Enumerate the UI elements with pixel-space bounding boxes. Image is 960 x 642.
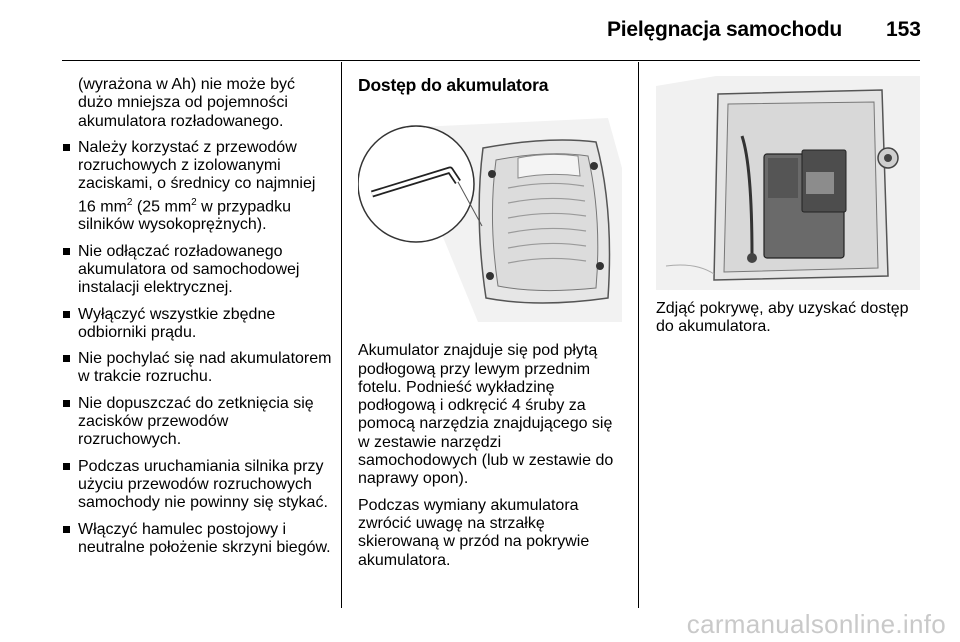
bullet-list xyxy=(62,139,334,557)
superscript: 2 xyxy=(191,196,197,208)
bullet-square-icon xyxy=(63,463,70,470)
bullet-item xyxy=(62,350,334,387)
bullet-text: Wyłączyć wszystkie zbędne odbiorniki prądu. xyxy=(78,305,276,341)
page-number: 153 xyxy=(885,18,921,41)
paragraph: Podczas wymiany akumulatora zwrócić uwagę na strzałkę skierowaną w przód na pokrywie akumulatora. xyxy=(358,496,590,569)
bullet-item xyxy=(62,306,334,343)
bullet-square-icon xyxy=(63,144,70,151)
bullet-text-cont: (25 mm xyxy=(132,198,192,216)
bullet-square-icon xyxy=(63,400,70,407)
chapter-title: Pielęgnacja samochodu xyxy=(606,18,842,41)
figure-spacer xyxy=(656,76,918,300)
figure-caption: Zdjąć pokrywę, aby uzyskać dostęp do akumulatora. xyxy=(656,300,909,336)
header-rule xyxy=(62,60,920,61)
bullet-text: Włączyć hamulec postojowy i neutralne położenie skrzyni biegów. xyxy=(78,520,331,556)
bullet-text: Podczas uruchamiania silnika przy użyciu przewodów rozruchowych samochody nie powinny się stykać. xyxy=(78,457,328,512)
bullet-square-icon xyxy=(63,355,70,362)
bullet-text: Nie dopuszczać do zetknięcia się zacisków przewodów rozruchowych. xyxy=(78,394,314,449)
bullet-square-icon xyxy=(63,248,70,255)
bullet-text: Należy korzystać z przewodów rozruchowych z izolowanymi zaciskami, o średnicy co najmniej 16 mm xyxy=(78,138,316,216)
bullet-square-icon xyxy=(63,311,70,318)
page-header xyxy=(0,14,960,48)
bullet-item xyxy=(62,139,334,235)
column-3 xyxy=(656,76,918,345)
superscript: 2 xyxy=(126,196,133,208)
watermark: carmanualsonline.info xyxy=(686,609,946,639)
bullet-item xyxy=(62,458,334,513)
bullet-item xyxy=(62,395,334,450)
bullet-item xyxy=(62,521,334,558)
column-1 xyxy=(62,76,334,565)
column-divider-1 xyxy=(341,62,342,608)
bullet-item xyxy=(62,243,334,298)
bullet-square-icon xyxy=(63,526,70,533)
floor-panel-illustration xyxy=(358,108,622,322)
intro-text: (wyrażona w Ah) nie może być dużo mniejsza od pojemności akumulatora rozładowanego. xyxy=(78,76,295,130)
section-heading: Dostęp do akumulatora xyxy=(358,75,549,95)
bullet-text: Nie pochylać się nad akumulatorem w trakcie rozruchu. xyxy=(78,350,332,386)
paragraph: Akumulator znajduje się pod płytą podłogową przy lewym przednim fotelu. Podnieść wykładzinę podłogową i odkręcić 4 śruby za pomocą narzędzia znajdującego się w zestawie narzędzi samochodowych (lub w zestawie do naprawy opon). xyxy=(358,342,614,488)
column-divider-2 xyxy=(638,62,639,608)
bullet-text: Nie odłączać rozładowanego akumulatora od samochodowej instalacji elektrycznej. xyxy=(78,242,300,297)
bullet-text-tail: w przypadku silników wysokoprężnych). xyxy=(78,198,291,234)
